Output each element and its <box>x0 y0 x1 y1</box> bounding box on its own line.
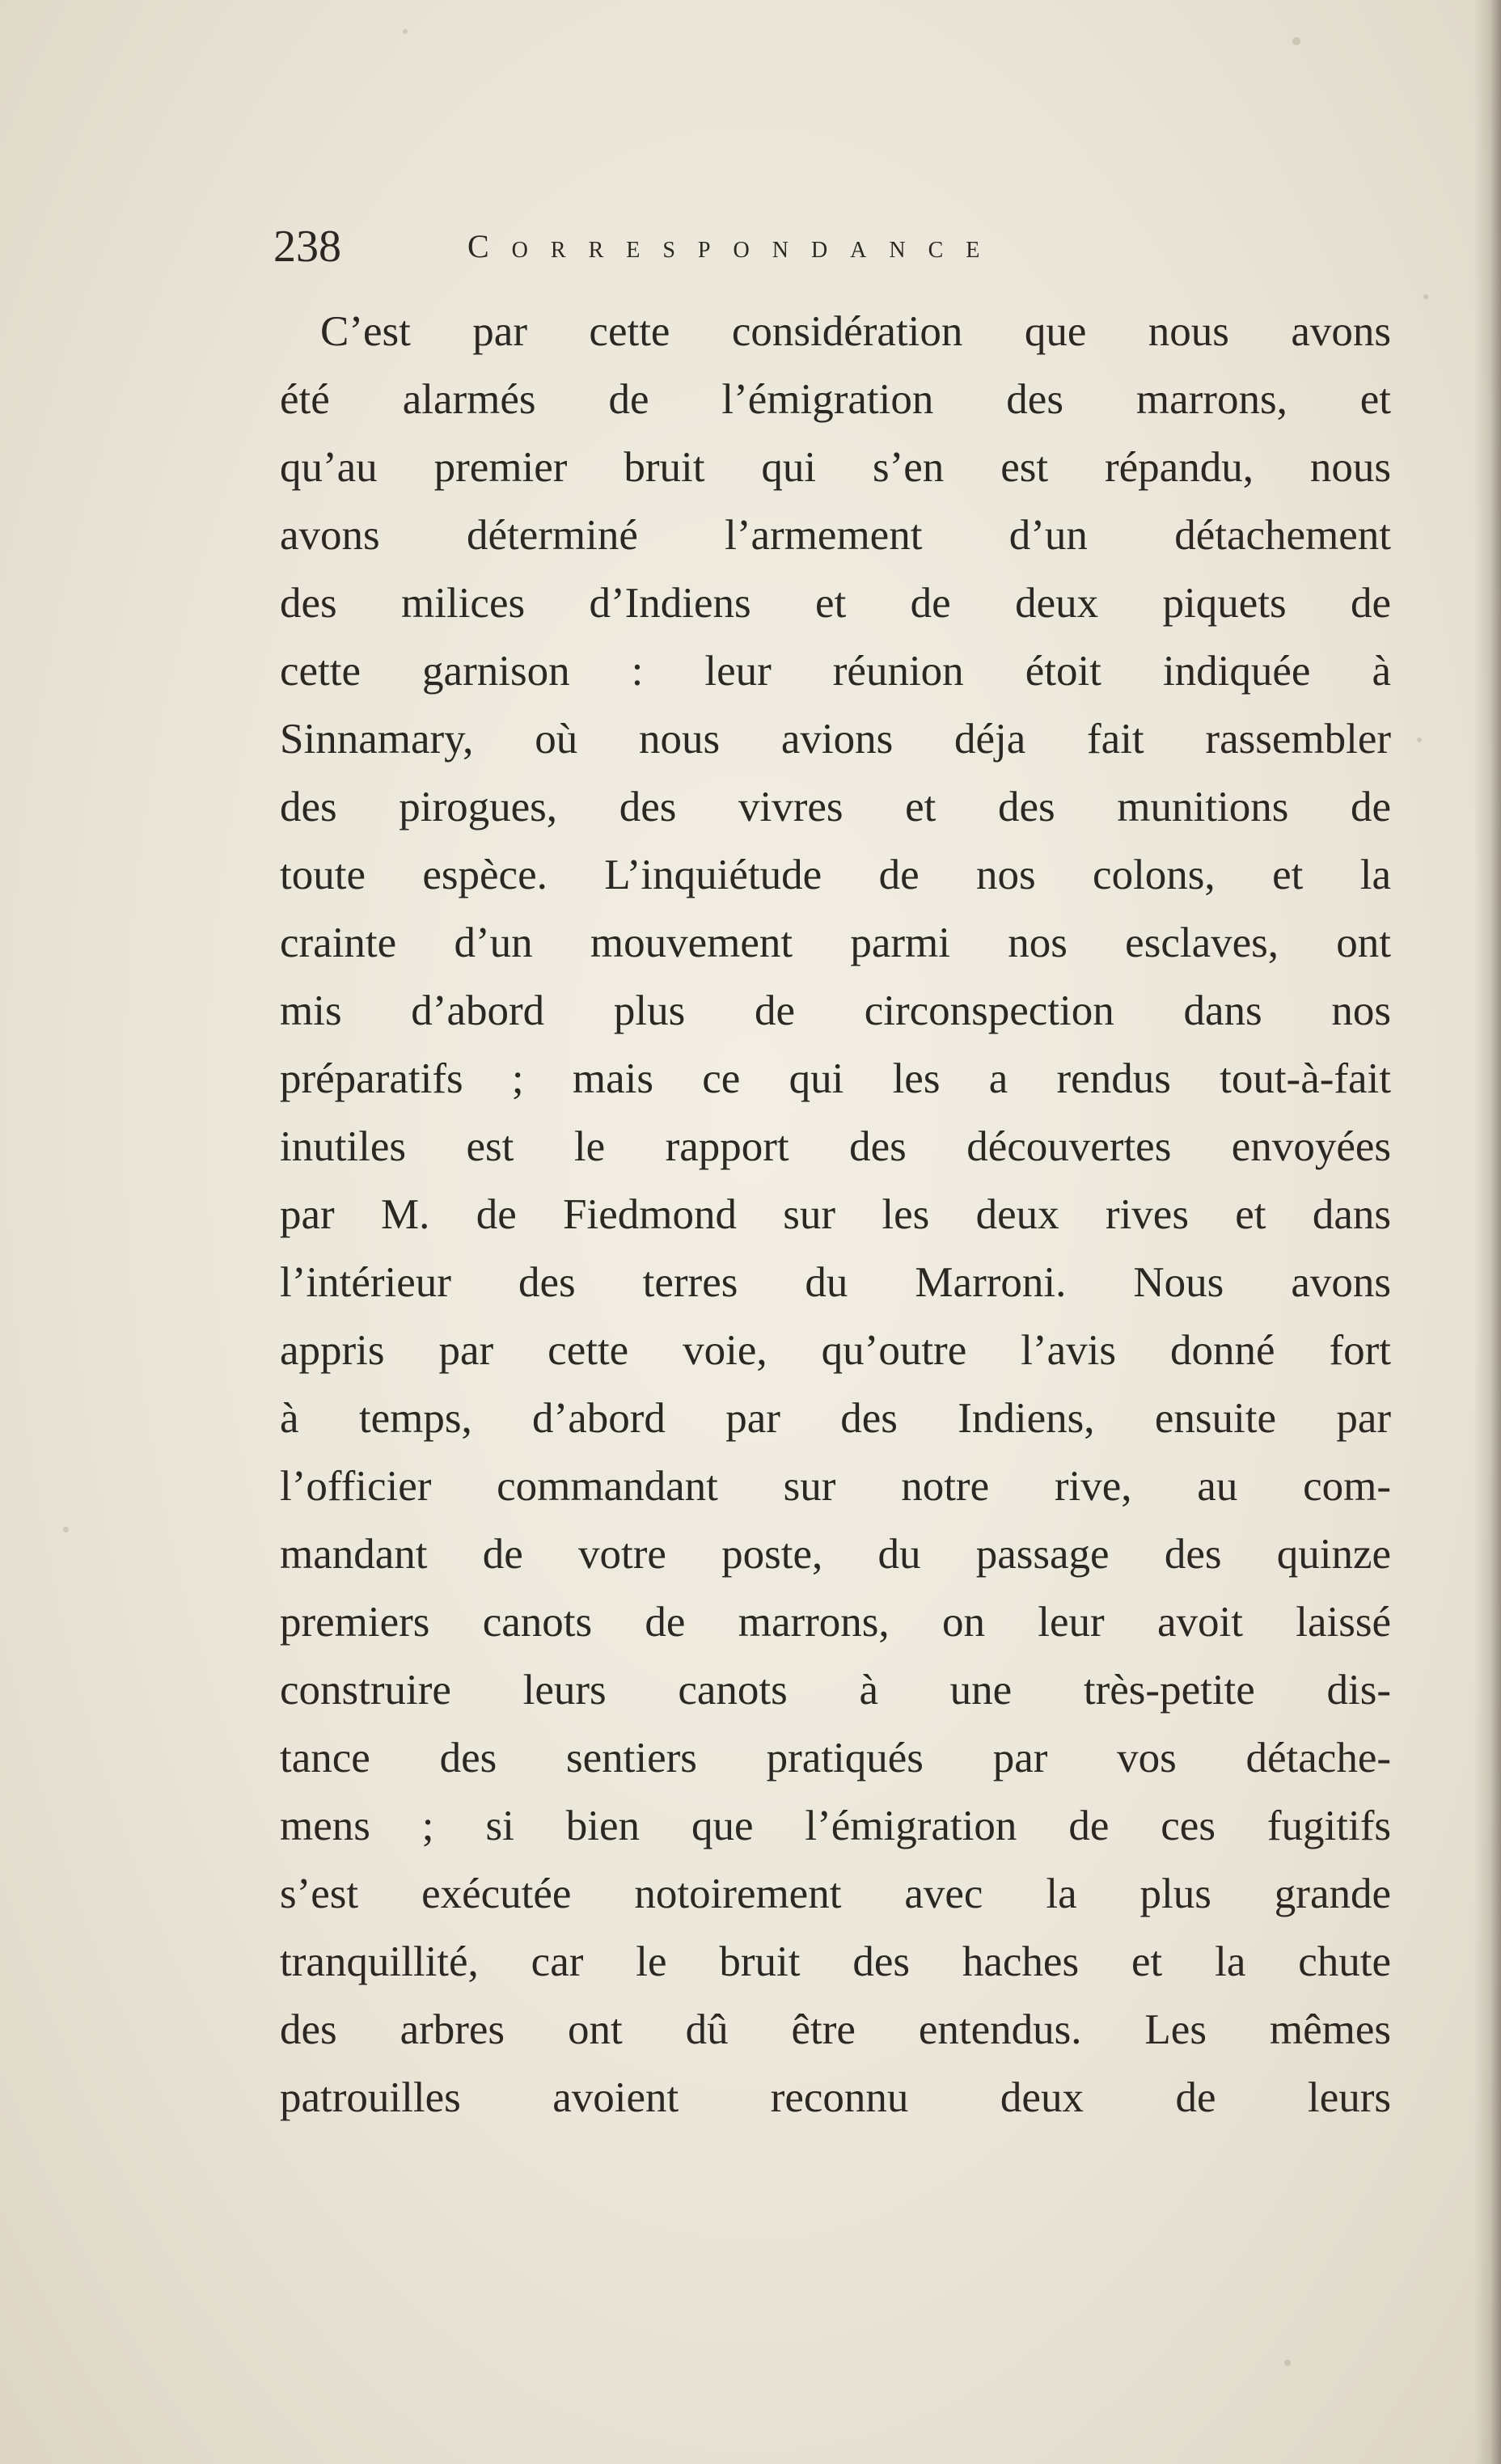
page-header <box>273 218 1406 275</box>
foxing-spot <box>1292 37 1300 45</box>
text-line: préparatifs ; mais ce qui les a rendus tout-à-fait <box>280 1055 1391 1102</box>
text-line: tranquillité, car le bruit des haches et la chute <box>280 1938 1391 1985</box>
text-line: mis d’abord plus de circonspection dans nos <box>280 987 1391 1034</box>
text-line: appris par cette voie, qu’outre l’avis donné fort <box>280 1327 1391 1374</box>
text-line: C’est par cette considération que nous avons <box>320 308 1391 355</box>
text-line: par M. de Fiedmond sur les deux rives et dans <box>280 1191 1391 1238</box>
text-line: tance des sentiers pratiqués par vos détache- <box>280 1735 1391 1781</box>
foxing-spot <box>1417 738 1422 742</box>
text-line: mandant de votre poste, du passage des quinze <box>280 1531 1391 1578</box>
text-line: inutiles est le rapport des découvertes envoyées <box>280 1123 1391 1170</box>
text-line: mens ; si bien que l’émigration de ces fugitifs <box>280 1803 1391 1849</box>
text-line: à temps, d’abord par des Indiens, ensuite par <box>280 1395 1391 1442</box>
text-line: construire leurs canots à une très-petite dis- <box>280 1667 1391 1714</box>
text-line: l’officier commandant sur notre rive, au com- <box>280 1463 1391 1510</box>
text-line: des milices d’Indiens et de deux piquets de <box>280 580 1391 627</box>
foxing-spot <box>63 1527 69 1532</box>
text-line: premiers canots de marrons, on leur avoit laissé <box>280 1599 1391 1646</box>
foxing-spot <box>1423 294 1428 299</box>
text-line: crainte d’un mouvement parmi nos esclaves, ont <box>280 919 1391 966</box>
text-line: avons déterminé l’armement d’un détachement <box>280 512 1391 559</box>
text-line: l’intérieur des terres du Marroni. Nous avons <box>280 1259 1391 1306</box>
text-line: des arbres ont dû être entendus. Les mêmes <box>280 2006 1391 2053</box>
text-line: des pirogues, des vivres et des munitions de <box>280 784 1391 830</box>
text-line: toute espèce. L’inquiétude de nos colons, et la <box>280 852 1391 898</box>
running-title: Correspondance <box>467 228 1003 264</box>
text-line: été alarmés de l’émigration des marrons, et <box>280 376 1391 423</box>
text-line: patrouilles avoient reconnu deux de leurs <box>280 2074 1391 2121</box>
text-line: s’est exécutée notoirement avec la plus grande <box>280 1870 1391 1917</box>
page-gutter-shadow <box>1474 0 1501 2464</box>
foxing-spot <box>1284 2360 1291 2366</box>
text-line: Sinnamary, où nous avions déja fait rassembler <box>280 716 1391 763</box>
foxing-spot <box>403 29 408 34</box>
page-number: 238 <box>273 222 341 272</box>
text-line: qu’au premier bruit qui s’en est répandu, nous <box>280 444 1391 491</box>
body-text <box>280 298 1391 2132</box>
text-line: cette garnison : leur réunion étoit indiquée à <box>280 648 1391 695</box>
